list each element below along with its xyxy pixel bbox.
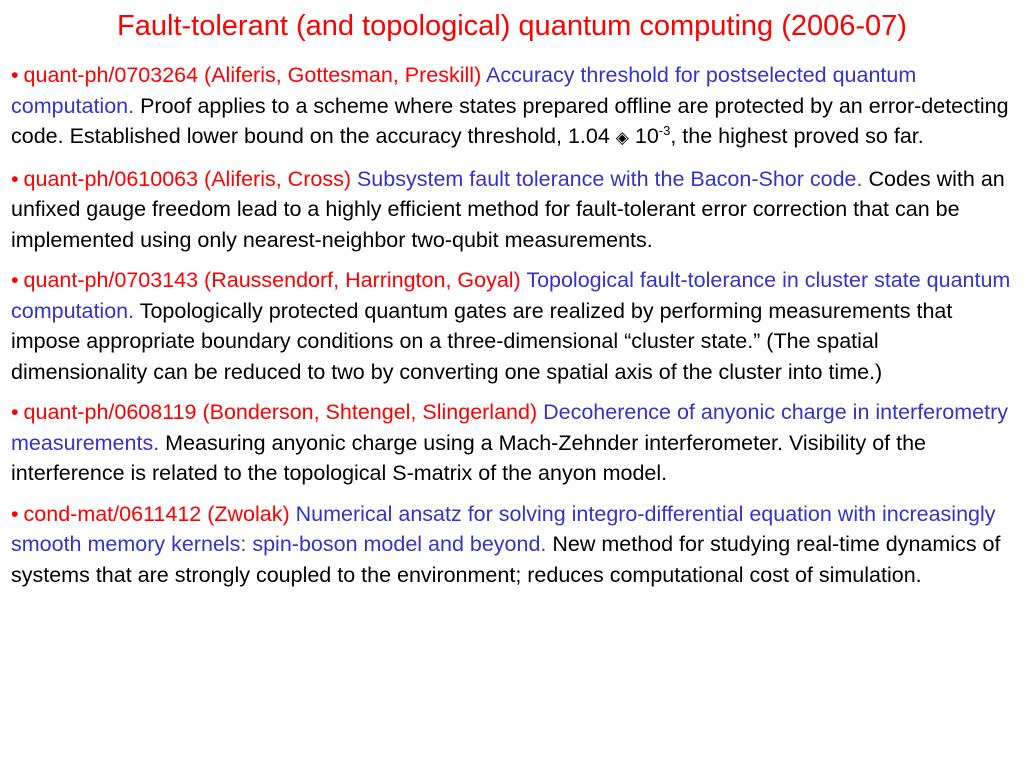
paper-reference: quant-ph/0703143 (Raussendorf, Harrington, Goyal) — [23, 268, 521, 292]
paper-title: Numerical ansatz for solving integro-differential equation with increasingly smooth memory kernels: spin-boson model and beyond. — [11, 501, 996, 556]
paper-description: Proof applies to a scheme where states prepared offline are protected by an error-detecting code. Established lower bound on the accuracy threshold, 1.04 — [11, 93, 1009, 148]
list-item — [11, 60, 1011, 154]
paper-title: Subsystem fault tolerance with the Bacon-Shor code. — [356, 166, 863, 191]
paper-reference: quant-ph/0608119 (Bonderson, Shtengel, Slingerland) — [23, 400, 538, 424]
paper-reference: quant-ph/0703264 (Aliferis, Gottesman, Preskill) — [23, 63, 482, 87]
list-item — [11, 265, 1011, 387]
list-item — [11, 397, 1011, 489]
slide-title: Fault-tolerant (and topological) quantum computing (2006-07) — [117, 10, 907, 42]
bullet-icon: • — [11, 268, 19, 292]
exponent-base: 10 — [634, 124, 659, 148]
bullet-icon: • — [11, 501, 19, 526]
paper-description-end: , the highest proved so far. — [670, 124, 924, 148]
bullet-icon: • — [11, 63, 19, 87]
paper-reference: cond-mat/0611412 (Zwolak) — [23, 501, 290, 526]
bullet-icon: • — [11, 400, 19, 424]
paper-title: Topological fault-tolerance in cluster state quantum computation. — [11, 268, 1011, 323]
paper-title: Accuracy threshold for postselected quantum computation. — [11, 63, 917, 118]
paper-description: New method for studying real-time dynamics of systems that are strongly coupled to the environment; reduces computational cost of simulation. — [11, 532, 1001, 587]
paper-list — [11, 60, 1011, 600]
paper-title: Decoherence of anyonic charge in interferometry measurements. — [11, 400, 1008, 455]
bullet-icon: • — [11, 166, 19, 191]
paper-description: Codes with an unfixed gauge freedom lead to a highly efficient method for fault-tolerant error correction that can be implemented using only nearest-neighbor two-qubit measurements. — [11, 166, 1005, 252]
paper-description: Measuring anyonic charge using a Mach-Zehnder interferometer. Visibility of the interference is related to the topological S-matrix of the anyon model. — [11, 430, 927, 485]
paper-description: Topologically protected quantum gates are realized by performing measurements that impose appropriate boundary conditions on a three-dimensional “cluster state.” (The spatial dimensionality can be reduced to two by converting one spatial axis of the cluster into time.) — [11, 298, 953, 384]
times-symbol-icon: ◈ — [615, 128, 629, 148]
list-item — [11, 499, 1011, 591]
list-item — [11, 164, 1011, 256]
paper-reference: quant-ph/0610063 (Aliferis, Cross) — [23, 166, 351, 191]
exponent: -3 — [658, 122, 671, 138]
